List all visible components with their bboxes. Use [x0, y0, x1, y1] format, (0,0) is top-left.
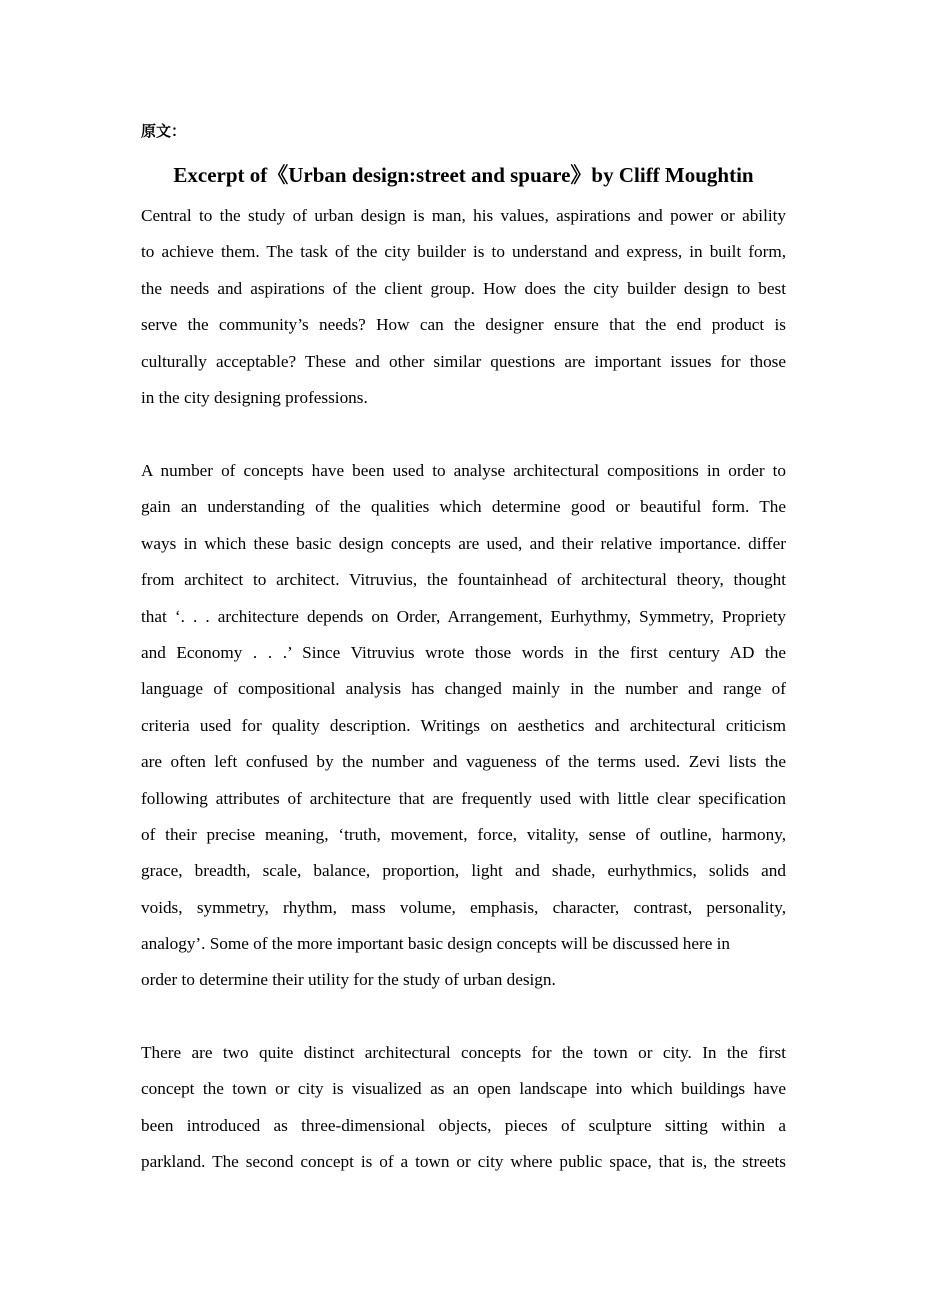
- text-line: ways in which these basic design concepts are used, and their relative importance. differ: [141, 533, 786, 553]
- text-line: voids, symmetry, rhythm, mass volume, emphasis, character, contrast, personality,: [141, 897, 786, 917]
- text-line: from architect to architect. Vitruvius, the fountainhead of architectural theory, thought: [141, 570, 786, 590]
- text-line: analogy’. Some of the more important basic design concepts will be discussed here in: [141, 934, 730, 954]
- text-line: are often left confused by the number and vagueness of the terms used. Zevi lists the: [141, 752, 786, 772]
- text-line: A number of concepts have been used to analyse architectural compositions in order to: [141, 461, 786, 480]
- text-line: to achieve them. The task of the city builder is to understand and express, in built form,: [141, 242, 786, 262]
- text-line: serve the community’s needs? How can the designer ensure that the end product is: [141, 315, 786, 335]
- text-line: gain an understanding of the qualities which determine good or beautiful form. The: [141, 497, 786, 517]
- text-line: in the city designing professions.: [141, 387, 368, 407]
- text-line: criteria used for quality description. Writings on aesthetics and architectural criticism: [141, 715, 786, 735]
- text-line: that ‘. . . architecture depends on Order, Arrangement, Eurhythmy, Symmetry, Propriety: [141, 606, 786, 626]
- text-line: grace, breadth, scale, balance, proportion, light and shade, eurhythmics, solids and: [141, 861, 786, 881]
- text-line: culturally acceptable? These and other similar questions are important issues for those: [141, 351, 786, 371]
- excerpt-title: Excerpt of《Urban design:street and spuare》by Cliff Moughtin: [173, 163, 754, 187]
- text-line: language of compositional analysis has changed mainly in the number and range of: [141, 679, 786, 699]
- text-line: of their precise meaning, ‘truth, movement, force, vitality, sense of outline, harmony,: [141, 824, 786, 844]
- text-line: and Economy . . .’ Since Vitruvius wrote those words in the first century AD the: [141, 642, 786, 662]
- text-line: order to determine their utility for the study of urban design.: [141, 970, 556, 990]
- paragraph-2: [141, 453, 786, 999]
- paragraph-3: [141, 1035, 786, 1181]
- text-line: parkland. The second concept is of a town or city where public space, that is, the streets: [141, 1152, 786, 1172]
- paragraph-1: [141, 198, 786, 416]
- text-line: been introduced as three-dimensional objects, pieces of sculpture sitting within a: [141, 1115, 786, 1135]
- text-line: the needs and aspirations of the client group. How does the city builder design to best: [141, 278, 786, 298]
- text-line: Central to the study of urban design is man, his values, aspirations and power or ability: [141, 206, 786, 225]
- text-line: There are two quite distinct architectural concepts for the town or city. In the first: [141, 1043, 786, 1062]
- text-line: following attributes of architecture that are frequently used with little clear specification: [141, 788, 786, 808]
- original-text-label: 原文：: [141, 122, 187, 140]
- text-line: concept the town or city is visualized as an open landscape into which buildings have: [141, 1079, 786, 1099]
